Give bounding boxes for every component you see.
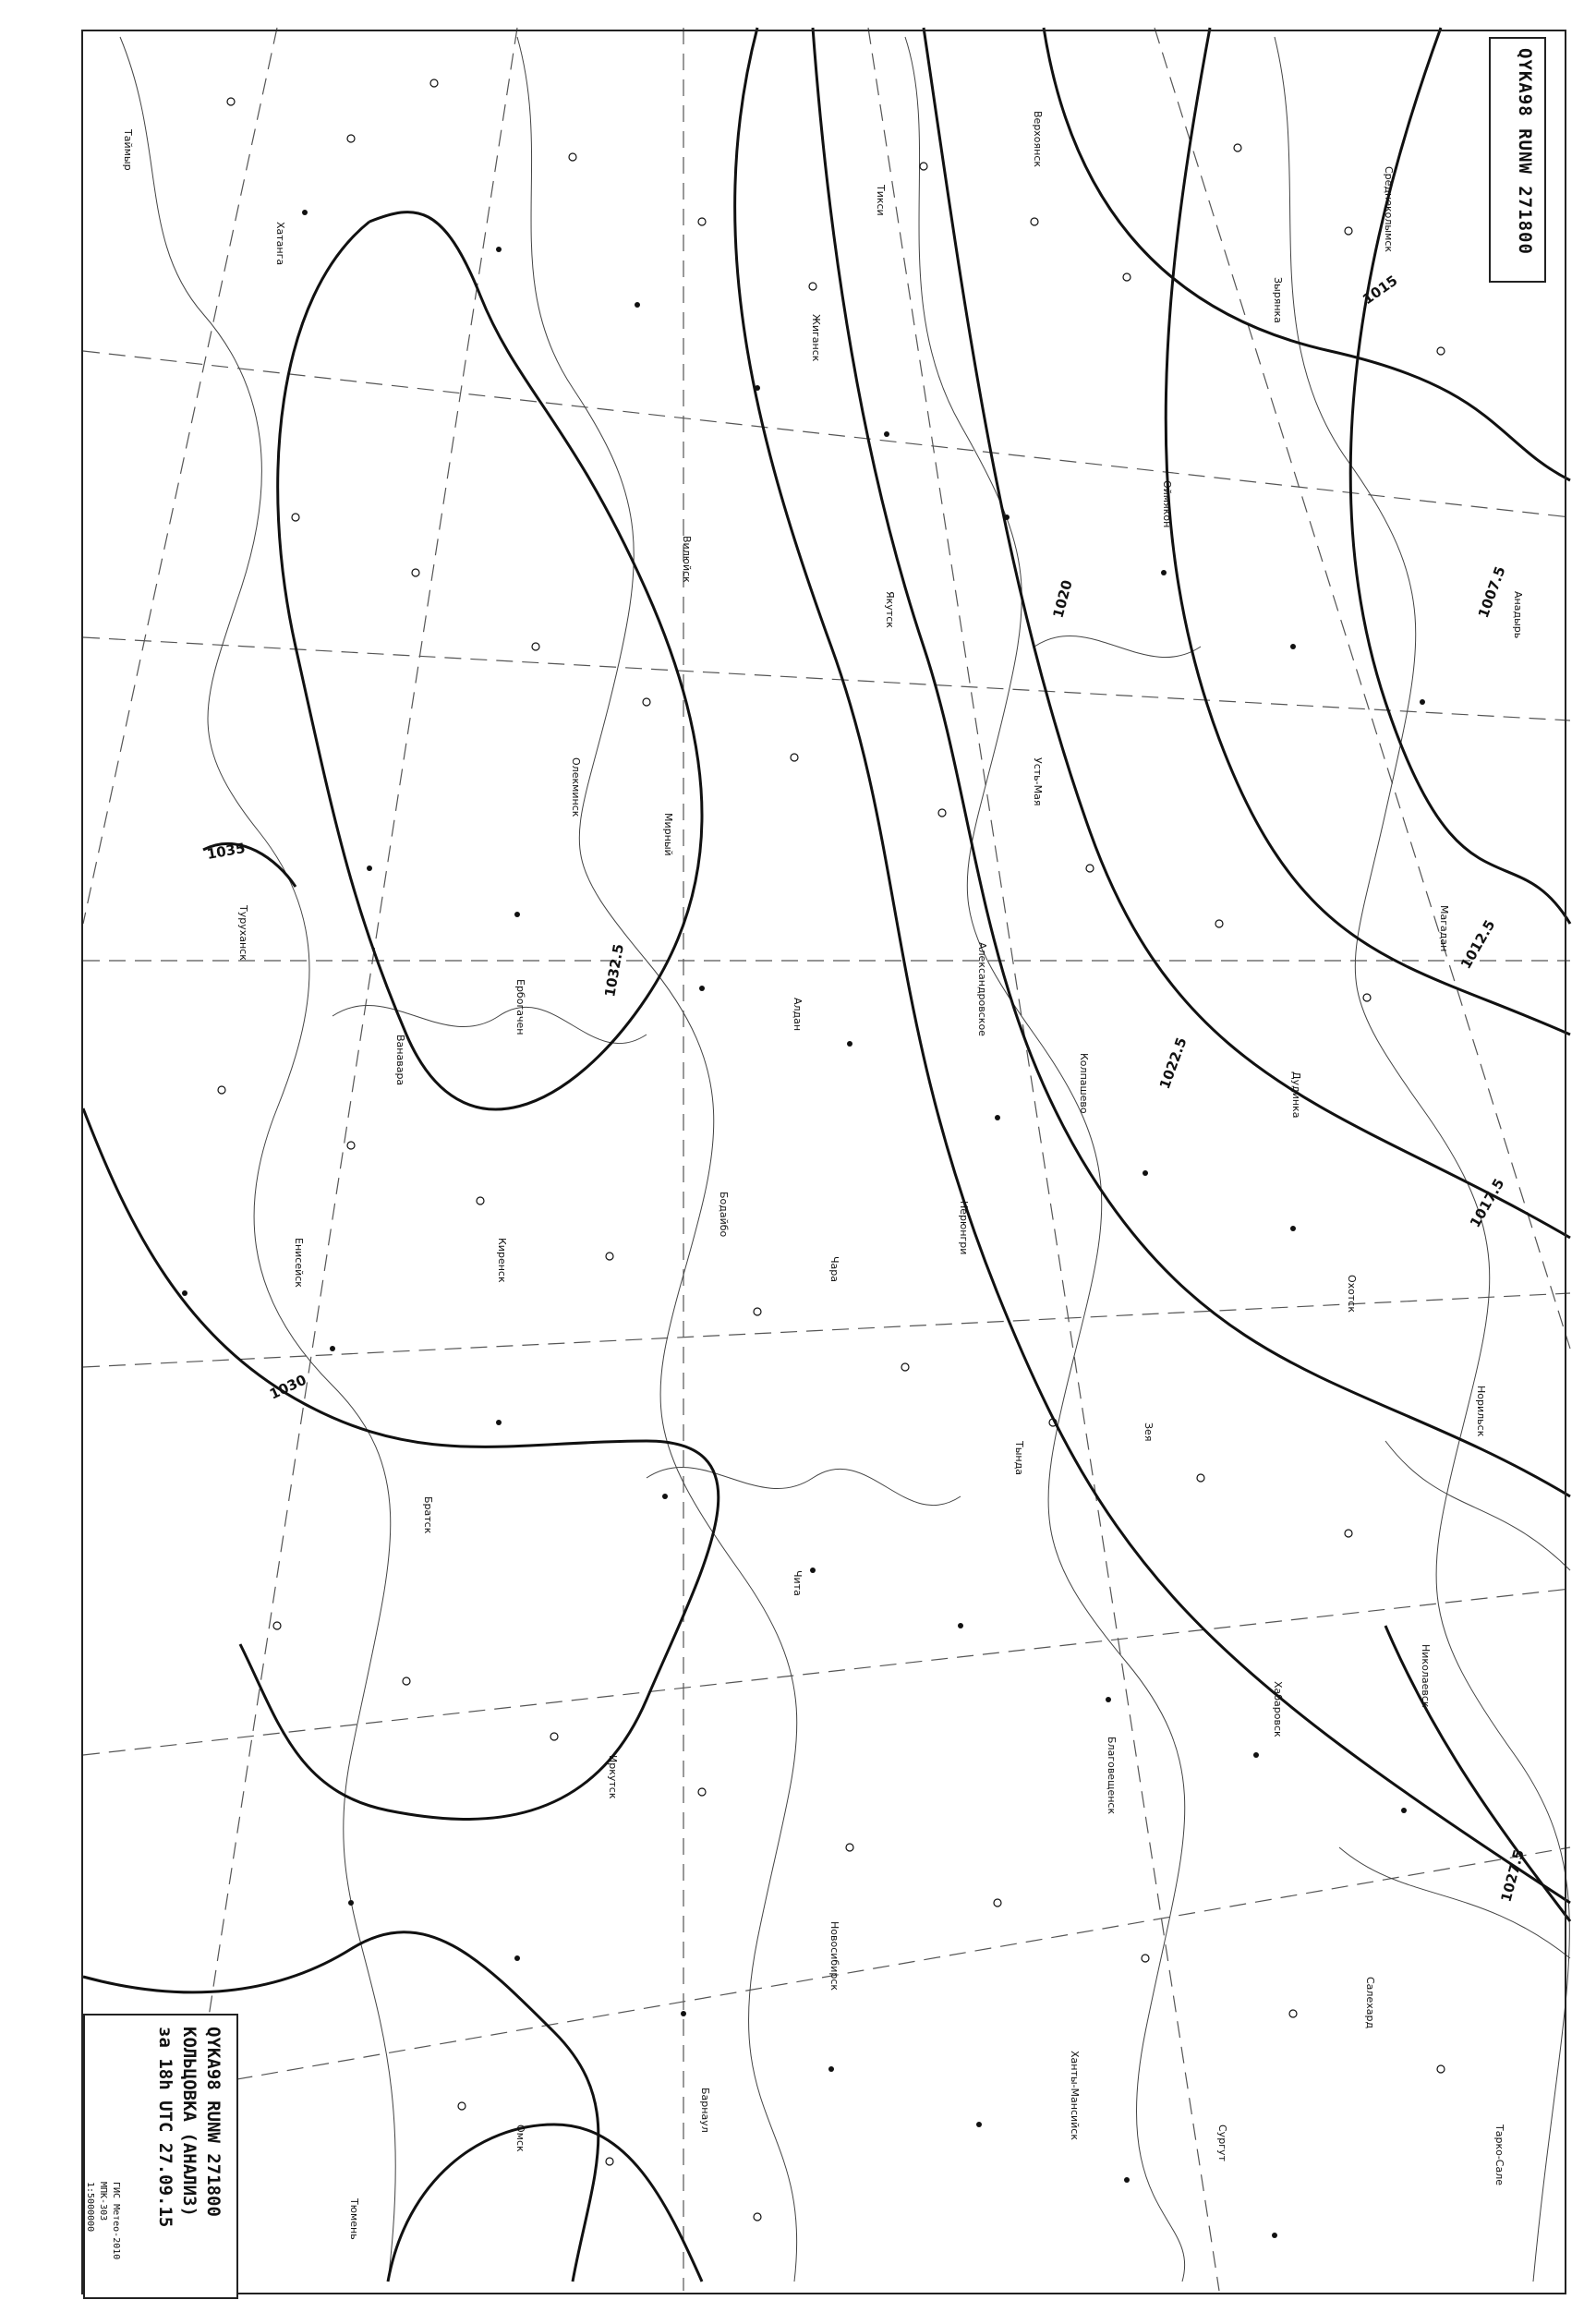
isobar-label: 1035 bbox=[205, 839, 247, 863]
station-name: Таймыр bbox=[122, 129, 134, 171]
station-name: Зырянка bbox=[1272, 277, 1284, 323]
header-code: QYKA98 RUNW 271800 bbox=[1515, 48, 1535, 255]
station-name: Магадан bbox=[1438, 905, 1450, 952]
station-name: Охотск bbox=[1346, 1275, 1358, 1313]
station-name: Киренск bbox=[496, 1238, 508, 1283]
isobar-label: 1020 bbox=[1049, 578, 1076, 621]
station-name: Чара bbox=[828, 1256, 840, 1283]
station-name: Ванавара bbox=[394, 1035, 406, 1086]
station-name: Алдан bbox=[792, 998, 804, 1032]
isobar-label: 1027.5 bbox=[1497, 1847, 1528, 1905]
station-name: Вилюйск bbox=[681, 536, 693, 583]
station-name: Нерюнгри bbox=[958, 1201, 970, 1255]
station-name: Оймякон bbox=[1161, 480, 1173, 528]
station-name: Чита bbox=[792, 1570, 804, 1596]
station-name: Зея bbox=[1143, 1422, 1155, 1442]
station-name: Туруханск bbox=[237, 905, 249, 961]
stamp-meta-2 bbox=[96, 2182, 109, 2221]
station-name: Александровское bbox=[976, 942, 988, 1036]
station-name: Николаевск bbox=[1420, 1644, 1432, 1708]
station-name: Хабаровск bbox=[1272, 1681, 1284, 1737]
station-name: Тюмень bbox=[348, 2198, 360, 2240]
isobar-label: 1017.5 bbox=[1466, 1175, 1508, 1230]
station-name: Олекминск bbox=[570, 757, 582, 817]
isobar-label: 1030 bbox=[267, 1371, 309, 1403]
station-name: Новосибирск bbox=[828, 1921, 840, 1991]
station-name: Барнаул bbox=[699, 2088, 711, 2133]
station-name: Колпашево bbox=[1078, 1053, 1090, 1114]
station-name: Хатанга bbox=[274, 222, 286, 266]
stamp-sheet: МПК-303 bbox=[98, 2182, 108, 2221]
stamp-meta bbox=[109, 2182, 122, 2259]
header-stamp bbox=[1489, 37, 1546, 283]
station-name: Салехард bbox=[1364, 1977, 1376, 2029]
station-name: Жиганск bbox=[810, 314, 822, 362]
map-frame bbox=[81, 30, 1566, 2294]
stamp-name: КОЛЬЦОВКА (АНАЛИЗ) bbox=[179, 2027, 200, 2217]
title-stamp bbox=[83, 2014, 238, 2299]
station-name: Ханты-Мансийск bbox=[1069, 2051, 1081, 2140]
station-name: Тикси bbox=[875, 185, 887, 216]
station-name: Анадырь bbox=[1512, 591, 1524, 639]
isobar-label: 1015 bbox=[1359, 272, 1401, 309]
stamp-meta-3 bbox=[83, 2182, 96, 2232]
stamp-org: ГИС Метео-2010 bbox=[111, 2182, 121, 2260]
isobar-label: 1022.5 bbox=[1155, 1035, 1191, 1092]
isobar-label: 1012.5 bbox=[1457, 916, 1499, 972]
station-name: Среднеколымск bbox=[1383, 166, 1395, 253]
station-name: Норильск bbox=[1475, 1386, 1487, 1437]
station-name: Енисейск bbox=[293, 1238, 305, 1288]
station-name: Бодайбо bbox=[718, 1192, 730, 1238]
station-name: Усть-Мая bbox=[1032, 757, 1044, 806]
station-name: Мирный bbox=[662, 813, 674, 856]
station-name: Дудинка bbox=[1290, 1071, 1302, 1119]
stamp-time: за 18h UTC 27.09.15 bbox=[155, 2027, 175, 2228]
station-name: Тарко-Сале bbox=[1493, 2124, 1505, 2186]
station-name: Омск bbox=[514, 2124, 526, 2152]
stamp-code: QYKA98 RUNW 271800 bbox=[203, 2027, 224, 2217]
station-name: Сургут bbox=[1216, 2124, 1228, 2161]
station-name: Иркутск bbox=[607, 1755, 619, 1799]
station-name: Якутск bbox=[884, 591, 896, 628]
station-name: Тында bbox=[1013, 1441, 1025, 1475]
station-name: Верхоянск bbox=[1032, 111, 1044, 168]
stamp-scale: 1:5000000 bbox=[85, 2182, 95, 2233]
isobar-label: 1032.5 bbox=[601, 942, 627, 999]
isobar-label: 1007.5 bbox=[1474, 563, 1509, 621]
station-name: Братск bbox=[422, 1496, 434, 1534]
station-name: Благовещенск bbox=[1106, 1737, 1118, 1815]
station-name: Ербогачен bbox=[514, 979, 526, 1035]
